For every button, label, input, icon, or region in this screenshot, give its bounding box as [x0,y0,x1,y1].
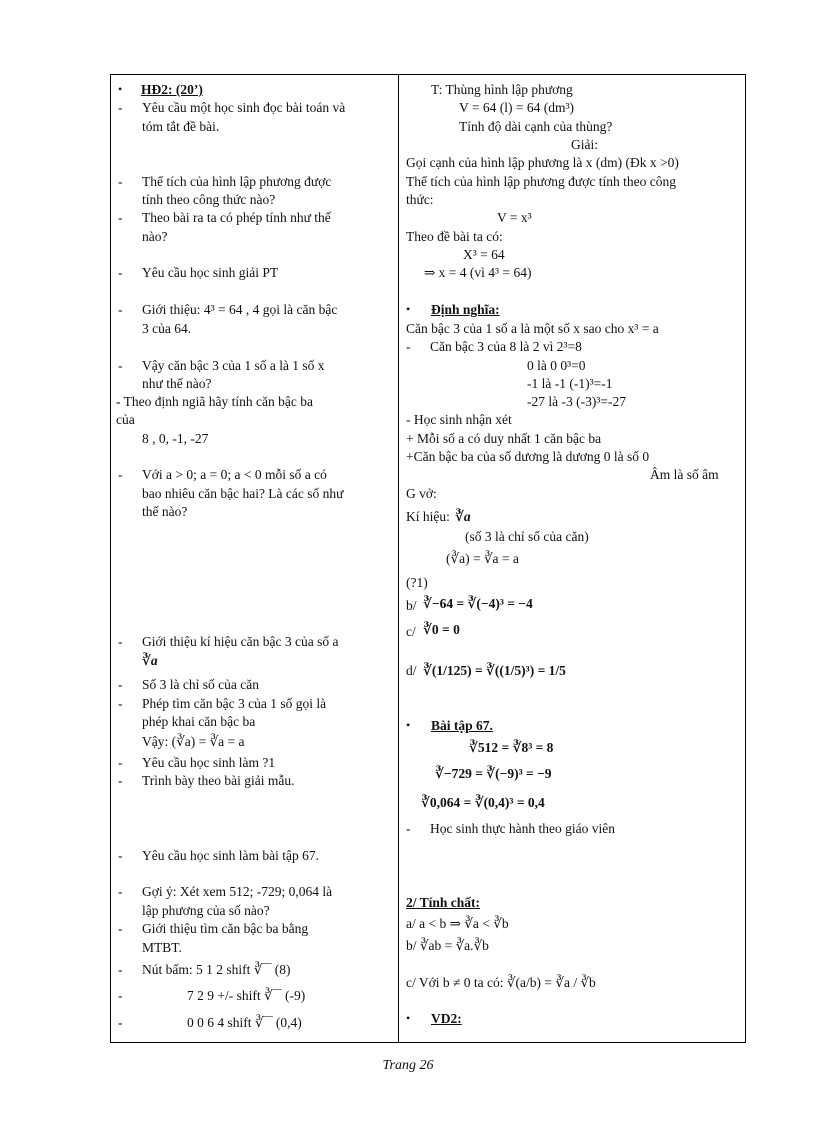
right-line: ⇒ x = 4 (vì 4³ = 64) [424,265,532,280]
right-line: Âm là số âm [650,467,719,482]
right-line: ∛0,064 = ∛(0,4)³ = 0,4 [421,795,545,810]
right-line: +Căn bậc ba của số dương là dương 0 là số 0 [406,449,650,464]
page-footer: Trang 26 [382,1058,434,1073]
left-line: lập phương của số nào? [142,903,270,918]
left-line: - [118,755,123,770]
right-line: -27 là -3 (-3)³=-27 [527,394,627,409]
left-line: • [118,82,123,96]
left-line: Gợi ý: Xét xem 512; -729; 0,064 là [142,884,333,899]
left-line: - [118,100,123,115]
left-line: thế nào? [142,504,188,519]
right-line: X³ = 64 [463,247,505,262]
right-line: - Học sinh nhận xét [406,412,512,427]
right-line: - [406,821,411,836]
right-line: ∛(1/125) = ∛((1/5)³) = 1/5 [423,663,566,678]
right-line: Căn bậc 3 của 1 số a là một số x sao cho x³ = a [406,321,659,336]
right-line: • [406,302,411,316]
right-line: Học sinh thực hành theo giáo viên [430,821,616,836]
right-line: Thể tích của hình lập phương được tính theo công [406,174,676,189]
right-line: ∛−729 = ∛(−9)³ = −9 [435,766,552,781]
left-line: bao nhiêu căn bậc hai? Là các số như [142,486,344,501]
lesson-table [110,74,746,1043]
right-line: Tính độ dài cạnh của thùng? [459,119,613,134]
left-line: - [118,302,123,317]
left-line: 0 0 6 4 shift ∛‾‾ (0,4) [187,1015,302,1030]
left-line: - [118,1015,123,1030]
left-line: Thể tích của hình lập phương được [142,174,332,189]
right-line: G vở: [406,486,437,501]
right-line: Giải: [571,137,598,152]
left-line: HĐ2: (20’) [141,82,203,97]
right-line: • [406,718,411,732]
left-line: Theo bài ra ta có phép tính như thế [142,210,331,225]
teacher-activity-column [111,75,398,1042]
left-line: - [118,677,123,692]
left-line: Giới thiệu kí hiệu căn bậc 3 của số a [142,634,339,649]
left-line: - [118,174,123,189]
right-line: 2/ Tính chất: [406,895,481,910]
left-line: - [118,884,123,899]
left-line: như thế nào? [142,376,212,391]
right-line: • [406,1011,411,1025]
left-line: Giới thiệu: 4³ = 64 , 4 gọi là căn bậc [142,302,338,317]
right-line: thức: [406,192,434,207]
left-line: - [118,921,123,936]
left-line: Số 3 là chỉ số của căn [142,677,259,692]
right-line: c/ [406,624,416,639]
right-line: Định nghĩa: [431,302,500,317]
left-line: Nút bấm: 5 1 2 shift ∛‾‾ (8) [142,962,291,977]
left-line: - [118,988,123,1003]
right-line: d/ [406,663,417,678]
left-line: nào? [142,229,168,244]
right-line: b/ ∛ab = ∛a.∛b [406,938,489,953]
right-line: Kí hiệu: [406,509,450,524]
right-line: ∛−64 = ∛(−4)³ = −4 [423,596,533,611]
left-line: Vậy căn bậc 3 của 1 số a là 1 số x [142,358,325,373]
left-line: Vậy: (∛a) = ∛a = a [142,734,245,749]
left-line: Yêu cầu một học sinh đọc bài toán và [142,100,346,115]
left-line: Yêu cầu học sinh làm ?1 [142,755,276,770]
left-line: phép khai căn bậc ba [142,714,256,729]
right-line: ∛0 = 0 [423,622,460,637]
right-line: c/ Với b ≠ 0 ta có: ∛(a/b) = ∛a / ∛b [406,975,596,990]
right-line: Căn bậc 3 của 8 là 2 vì 2³=8 [430,339,582,354]
right-line: a/ a < b ⇒ ∛a < ∛b [406,916,509,931]
left-line: - [118,265,123,280]
left-line: Với a > 0; a = 0; a < 0 mỗi số a có [142,467,327,482]
right-line: V = x³ [497,210,532,225]
left-line: Yêu cầu học sinh giải PT [142,265,279,280]
left-line: của [116,412,135,427]
right-line: T: Thùng hình lập phương [431,82,573,97]
left-line: Trình bày theo bài giải mẫu. [142,773,295,788]
content-column [399,75,745,1042]
left-line: Yêu cầu học sinh làm bài tập 67. [142,848,319,863]
left-line: 3 của 64. [142,321,192,336]
left-line: - [118,634,123,649]
left-line: Phép tìm căn bậc 3 của 1 số gọi là [142,696,327,711]
left-line: tính theo công thức nào? [142,192,276,207]
left-line: - [118,773,123,788]
right-line: -1 là -1 (-1)³=-1 [527,376,613,391]
right-line: - [406,339,411,354]
left-line: 8 , 0, -1, -27 [142,431,209,446]
right-line: VD2: [431,1011,462,1026]
left-line: 7 2 9 +/- shift ∛‾‾ (-9) [187,988,306,1003]
right-line: b/ [406,598,417,613]
right-line: V = 64 (l) = 64 (dm³) [459,100,575,115]
right-line: (?1) [406,575,428,590]
left-line: - [118,358,123,373]
right-line: ∛512 = ∛8³ = 8 [469,740,554,755]
left-line: tóm tắt đề bài. [142,119,220,134]
left-line: - [118,848,123,863]
left-line: - [118,696,123,711]
right-line: Theo đề bài ta có: [406,229,503,244]
right-line: 0 là 0 0³=0 [527,358,586,373]
right-line: (số 3 là chỉ số của căn) [465,529,589,544]
left-line: ∛a [142,653,158,668]
left-line: - [118,210,123,225]
left-line: - [118,467,123,482]
right-line: Gọi cạnh của hình lập phương là x (dm) (Đk x >0) [406,155,679,170]
right-line: (∛a) = ∛a = a [446,551,519,566]
left-line: MTBT. [142,940,182,955]
right-line: ∛a [455,509,471,524]
left-line: Giới thiệu tìm căn bậc ba bằng [142,921,309,936]
right-line: + Mỗi số a có duy nhất 1 căn bậc ba [406,431,602,446]
left-line: - Theo định ngiã hãy tính căn bậc ba [116,394,313,409]
left-line: - [118,962,123,977]
right-line: Bài tập 67. [431,718,493,733]
